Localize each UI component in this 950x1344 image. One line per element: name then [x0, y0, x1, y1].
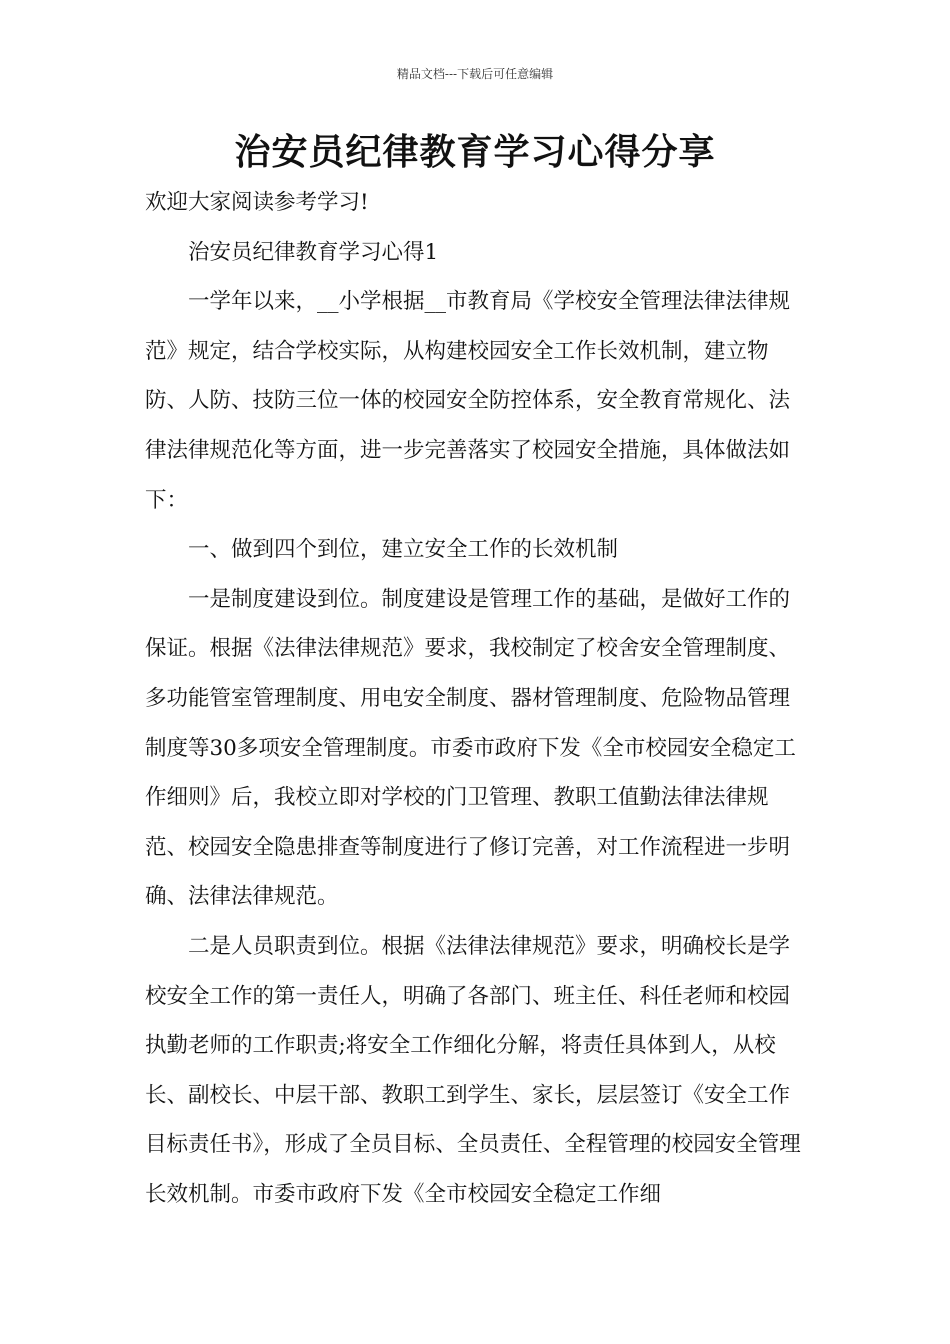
document-title: 治安员纪律教育学习心得分享 [234, 131, 716, 173]
subsection-heading: 一、做到四个到位，建立安全工作的长效机制 [188, 537, 619, 563]
greeting-paragraph: 欢迎大家阅读参考学习! [145, 190, 369, 215]
header-note: 精品文档---下载后可任意编辑 [396, 67, 554, 81]
document-body [145, 178, 807, 1219]
body-paragraph: 一是制度建设到位。制度建设是管理工作的基础，是做好工作的保证。根据《法律法律规范》要求，我校制定了校舍安全管理制度、多功能管室管理制度、用电安全制度、器材管理制度、危险物品管理制度等30多项安全管理制度。市委市政府下发《全市校园安全稳定工作细则》后，我校立即对学校的门卫管理、教职工值勤法律法律规范、校园安全隐患排查等制度进行了修订完善，对工作流程进一步明确、法律法律规范。 [145, 586, 796, 910]
body-paragraph: 一学年以来，__小学根据__市教育局《学校安全管理法律法律规范》规定，结合学校实际，从构建校园安全工作长效机制，建立物防、人防、技防三位一体的校园安全防控体系，安全教育常规化、法律法律规范化等方面，进一步完善落实了校园安全措施，具体做法如下： [145, 289, 791, 513]
section-heading: 治安员纪律教育学习心得1 [188, 239, 439, 265]
body-paragraph: 二是人员职责到位。根据《法律法律规范》要求，明确校长是学校安全工作的第一责任人，明确了各部门、班主任、科任老师和校园执勤老师的工作职责;将安全工作细化分解，将责任具体到人，从校长、副校长、中层干部、教职工到学生、家长，层层签订《安全工作目标责任书》，形成了全员目标、全员责任、全程管理的校园安全管理长效机制。市委市政府下发《全市校园安全稳定工作细 [145, 933, 801, 1207]
